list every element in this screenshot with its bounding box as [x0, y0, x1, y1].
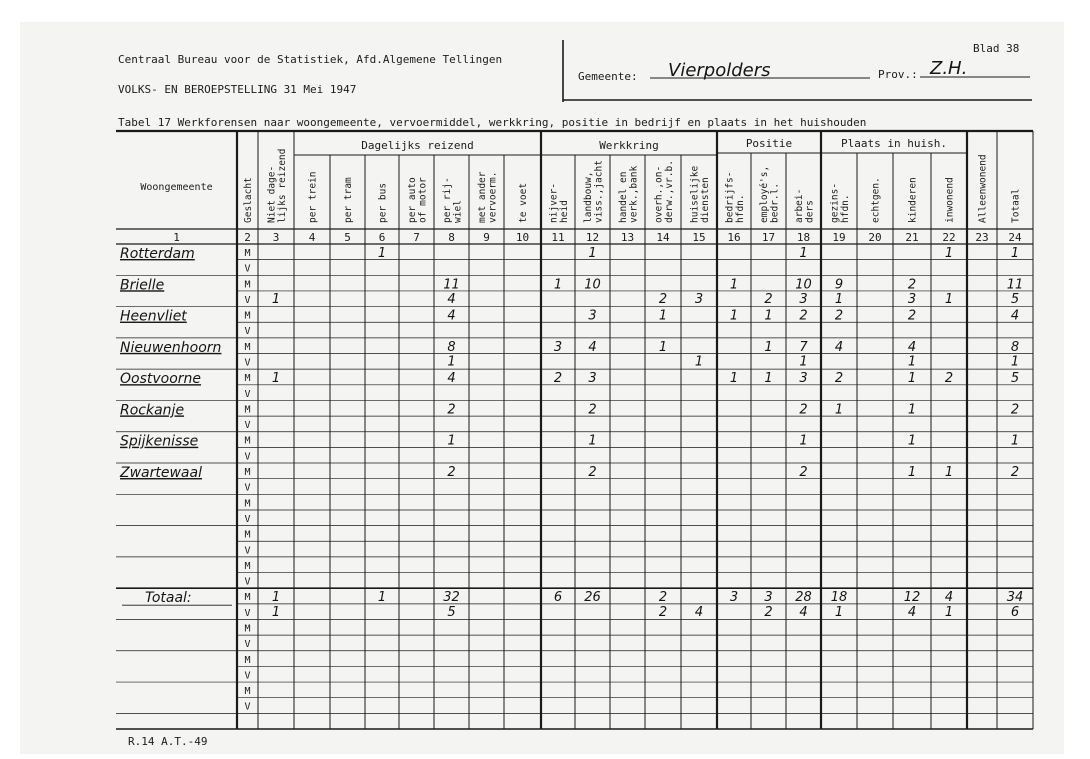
cell-value: 2	[447, 402, 456, 418]
cell-value: 2	[907, 308, 917, 324]
col-number: 24	[1008, 231, 1022, 244]
cell-value: 4	[447, 308, 456, 324]
cell-value: 7	[799, 339, 808, 355]
sex-label-m: M	[244, 279, 251, 291]
cell-value: 12	[903, 590, 921, 606]
cell-value: 3	[907, 291, 917, 307]
cell-value: 4	[907, 604, 917, 620]
cell-value: 3	[694, 291, 704, 307]
cell-value: 1	[799, 433, 808, 449]
cell-value: 3	[729, 590, 739, 606]
col-header-23	[978, 154, 989, 223]
cell-value: 2	[834, 308, 844, 324]
col-number: 3	[272, 231, 280, 244]
cell-value: 2	[588, 465, 597, 481]
cell-value: 10	[795, 277, 812, 293]
cell-value: 1	[271, 291, 281, 307]
col-number: 4	[308, 231, 316, 244]
cell-value: 2	[944, 371, 954, 387]
sex-label-v: V	[244, 326, 251, 338]
cell-value: 1	[944, 604, 954, 620]
cell-value: 6	[1010, 604, 1020, 620]
col-number: 1	[173, 231, 180, 244]
cell-value: 34	[1006, 590, 1024, 606]
cell-value: 11	[443, 277, 460, 293]
col-header-6	[378, 183, 389, 223]
sex-label-m: M	[244, 341, 251, 353]
sex-label-v: V	[244, 670, 251, 682]
col-number: 21	[905, 231, 919, 244]
col-header-line: Niet dage-	[266, 165, 278, 223]
col-header-line: bedrijfs-	[724, 171, 736, 223]
col-header-line: te voet	[518, 182, 529, 223]
sex-label-v: V	[244, 513, 251, 525]
form-code: R.14 A.T.-49	[128, 735, 208, 748]
col-header-line: verk.,bank	[628, 165, 640, 223]
cell-value: 1	[764, 308, 773, 324]
cell-value: 1	[447, 433, 456, 449]
col-number: 17	[761, 231, 776, 244]
cell-value: 3	[799, 371, 808, 387]
col-header-line: per tram	[343, 177, 354, 223]
cell-value: 4	[1010, 308, 1020, 324]
cell-value: 2	[764, 604, 773, 620]
col-number: 9	[483, 231, 490, 244]
col-header-14	[653, 160, 675, 223]
municipality-name: Rockanje	[120, 402, 185, 419]
col-header-2	[243, 177, 254, 223]
cell-value: 3	[764, 590, 773, 606]
cell-value: 1	[834, 291, 844, 307]
col-header-9	[477, 171, 499, 223]
group-header-dagelijks: Dagelijks reizend	[361, 139, 474, 152]
sex-label-m: M	[244, 686, 251, 698]
sex-label-v: V	[244, 482, 251, 494]
cell-value: 1	[907, 465, 917, 481]
col-header-line: diensten	[699, 177, 711, 223]
sex-label-v: V	[244, 294, 251, 306]
sex-label-v: V	[244, 701, 251, 713]
col-header-line: per auto	[406, 177, 418, 223]
prov-label: Prov.:	[878, 68, 918, 81]
col-number: 18	[796, 231, 811, 244]
group-header-werkkring: Werkkring	[599, 139, 659, 152]
group-header-positie: Positie	[745, 137, 793, 150]
cell-value: 4	[447, 371, 456, 387]
cell-value: 2	[799, 465, 808, 481]
col-header-line: huiselijke	[689, 165, 701, 223]
sex-label-v: V	[244, 639, 251, 651]
cell-value: 2	[799, 402, 808, 418]
cell-value: 1	[658, 308, 668, 324]
col-header-line: employé's,	[758, 165, 770, 223]
municipality-name: Rotterdam	[120, 246, 195, 262]
cell-value: 3	[553, 339, 563, 355]
sex-label-v: V	[244, 607, 251, 619]
cell-value: 1	[944, 246, 954, 261]
cell-value: 1	[588, 433, 597, 449]
sex-label-m: M	[244, 592, 251, 604]
sex-label-v: V	[244, 357, 251, 369]
cell-value: 10	[584, 277, 601, 293]
col-number: 6	[378, 231, 386, 244]
gemeente-label: Gemeente:	[578, 70, 638, 83]
cell-value: 2	[447, 465, 456, 481]
cell-value: 4	[447, 291, 456, 307]
sex-label-v: V	[244, 420, 251, 432]
bureau-line: Centraal Bureau voor de Statistiek, Afd.Algemene Tellingen	[118, 53, 503, 66]
cell-value: 4	[694, 604, 704, 620]
cell-value: 32	[443, 590, 460, 606]
cell-value: 1	[799, 354, 808, 370]
sex-label-m: M	[244, 310, 251, 322]
col-number: 20	[868, 231, 882, 244]
cell-value: 2	[553, 371, 563, 387]
col-number: 12	[585, 231, 600, 244]
col-header-line: hfdn.	[734, 194, 746, 223]
cell-value: 1	[907, 433, 917, 449]
cell-value: 1	[729, 308, 739, 324]
cell-value: 1	[1010, 246, 1020, 261]
cell-value: 9	[834, 277, 844, 293]
col-number: 22	[942, 231, 956, 244]
sex-label-m: M	[244, 529, 251, 541]
cell-value: 2	[799, 308, 808, 324]
col-number: 23	[975, 231, 989, 244]
total-label: Totaal:	[145, 590, 192, 607]
sex-label-m: M	[244, 654, 251, 666]
cell-value: 1	[764, 339, 773, 355]
col-number: 7	[413, 231, 420, 244]
col-number: 16	[727, 231, 741, 244]
cell-value: 3	[799, 291, 808, 307]
col-number: 14	[656, 231, 670, 244]
col-number: 2	[244, 231, 251, 244]
col-header-line: echtgen.	[870, 177, 882, 223]
col-header-line: overh.,on-	[653, 165, 665, 223]
col-header-4	[308, 172, 319, 223]
col-header-line: landbouw,	[582, 171, 594, 223]
cell-value: 1	[907, 371, 917, 387]
col-number: 15	[692, 231, 706, 244]
cell-value: 2	[907, 277, 917, 293]
cell-value: 2	[658, 604, 668, 620]
col-header-line: nijver-	[548, 182, 560, 223]
cell-value: 2	[1010, 465, 1020, 481]
col-header-woongemeente: Woongemeente	[140, 182, 213, 193]
cell-value: 1	[834, 402, 844, 418]
col-header-line: gezins-	[829, 182, 841, 223]
col-header-line: Totaal	[1010, 188, 1022, 223]
sex-label-v: V	[244, 263, 251, 275]
cell-value: 1	[799, 246, 808, 261]
col-header-21	[908, 177, 919, 223]
sex-label-m: M	[244, 498, 251, 510]
cell-value: 1	[1010, 433, 1020, 449]
col-header-5	[343, 177, 354, 223]
col-header-line: of motor	[417, 177, 429, 223]
col-header-line: per bus	[377, 182, 389, 223]
cell-value: 3	[588, 371, 597, 387]
cell-value: 3	[588, 308, 597, 324]
sex-label-m: M	[244, 373, 251, 385]
col-number: 11	[551, 231, 565, 244]
cell-value: 1	[377, 246, 387, 261]
sheet-number: Blad 38	[973, 42, 1020, 55]
cell-value: 8	[1010, 339, 1020, 355]
municipality-name: Spijkenisse	[120, 433, 199, 450]
cell-value: 1	[944, 465, 954, 481]
cell-value: 1	[907, 354, 917, 370]
municipality-name: Zwartewaal	[120, 465, 202, 482]
col-header-line: kinderen	[907, 177, 919, 223]
cell-value: 1	[944, 291, 954, 307]
cell-value: 1	[271, 590, 281, 606]
cell-value: 1	[834, 604, 844, 620]
sex-label-v: V	[244, 545, 251, 557]
cell-value: 1	[377, 590, 387, 606]
col-header-line: heid	[558, 200, 570, 223]
sex-label-v: V	[244, 451, 251, 463]
col-header-line: per trein	[307, 171, 319, 223]
col-header-line: hfdn.	[839, 194, 851, 223]
cell-value: 18	[830, 590, 848, 606]
col-header-line: bedr.l.	[769, 182, 781, 223]
cell-value: 2	[834, 371, 844, 387]
cell-value: 5	[447, 604, 456, 620]
cell-value: 1	[658, 339, 668, 355]
col-header-line: derw.,vr.b.	[663, 160, 675, 223]
col-number: 13	[620, 231, 635, 244]
col-header-13	[618, 166, 640, 223]
cell-value: 1	[907, 402, 917, 418]
cell-value: 1	[553, 277, 563, 293]
sex-label-m: M	[244, 467, 251, 479]
col-header-line: per rij-	[441, 177, 453, 223]
cell-value: 1	[271, 604, 281, 620]
col-header-line: Alleenwonend	[977, 154, 989, 223]
col-header-22	[945, 177, 956, 223]
col-header-line: lijks reizend	[276, 148, 288, 223]
municipality-name: Oostvoorne	[120, 371, 202, 388]
cell-value: 1	[729, 277, 739, 293]
col-header-7	[407, 177, 429, 223]
col-number: 8	[448, 231, 455, 244]
col-header-line: inwonend	[944, 177, 956, 223]
sex-label-m: M	[244, 404, 251, 416]
cell-value: 11	[1006, 277, 1024, 293]
col-header-10	[518, 183, 529, 223]
cell-value: 2	[658, 590, 668, 606]
sex-label-m: M	[244, 623, 251, 635]
cell-value: 1	[764, 371, 773, 387]
cell-value: 5	[1010, 291, 1020, 307]
cell-value: 2	[764, 291, 773, 307]
cell-value: 4	[834, 339, 844, 355]
group-header-plaats: Plaats in huish.	[841, 137, 947, 150]
municipality-name: Brielle	[120, 277, 165, 294]
cell-value: 4	[907, 339, 917, 355]
col-header-line: viss.,jacht	[593, 160, 605, 223]
col-header-line: handel en	[617, 171, 629, 223]
col-header-24	[1011, 189, 1022, 223]
cell-value: 6	[553, 590, 563, 606]
cell-value: 8	[447, 339, 456, 355]
cell-value: 2	[658, 291, 668, 307]
municipality-name: Heenvliet	[120, 308, 187, 325]
cell-value: 4	[588, 339, 597, 355]
cell-value: 1	[588, 246, 597, 261]
col-header-line: wiel	[452, 200, 464, 223]
cell-value: 1	[1010, 354, 1020, 370]
col-number: 10	[515, 231, 530, 244]
cell-value: 26	[584, 590, 601, 606]
sex-label-v: V	[244, 388, 251, 400]
sex-label-m: M	[244, 435, 251, 447]
gemeente-value: Vierpolders	[668, 60, 771, 81]
cell-value: 1	[447, 354, 456, 370]
municipality-name: Nieuwenhoorn	[120, 339, 222, 356]
cell-value: 2	[588, 402, 597, 418]
sex-label-v: V	[244, 576, 251, 588]
cell-value: 1	[694, 354, 704, 370]
cell-value: 28	[795, 590, 812, 606]
table-title: Tabel 17 Werkforensen naar woongemeente, vervoermiddel, werkkring, positie in bedrijf en plaats in het huishouden	[118, 116, 867, 129]
census-title: VOLKS- EN BEROEPSTELLING 31 Mei 1947	[118, 83, 357, 96]
col-header-20	[871, 177, 882, 223]
col-number: 19	[832, 231, 846, 244]
col-header-line: met ander	[476, 171, 488, 223]
cell-value: 5	[1010, 371, 1020, 387]
cell-value: 1	[729, 371, 739, 387]
col-header-line: Geslacht	[243, 177, 254, 223]
sex-label-m: M	[244, 560, 251, 572]
col-number: 5	[344, 231, 351, 244]
sex-label-m: M	[244, 248, 251, 259]
cell-value: 2	[1010, 402, 1020, 418]
col-header-line: vervoerm.	[487, 171, 499, 223]
prov-value: Z.H.	[930, 58, 968, 79]
cell-value: 1	[271, 371, 281, 387]
col-header-line: arbei-	[793, 188, 805, 223]
col-header-line: ders	[804, 200, 816, 223]
cell-value: 4	[799, 604, 808, 620]
cell-value: 4	[944, 590, 954, 606]
